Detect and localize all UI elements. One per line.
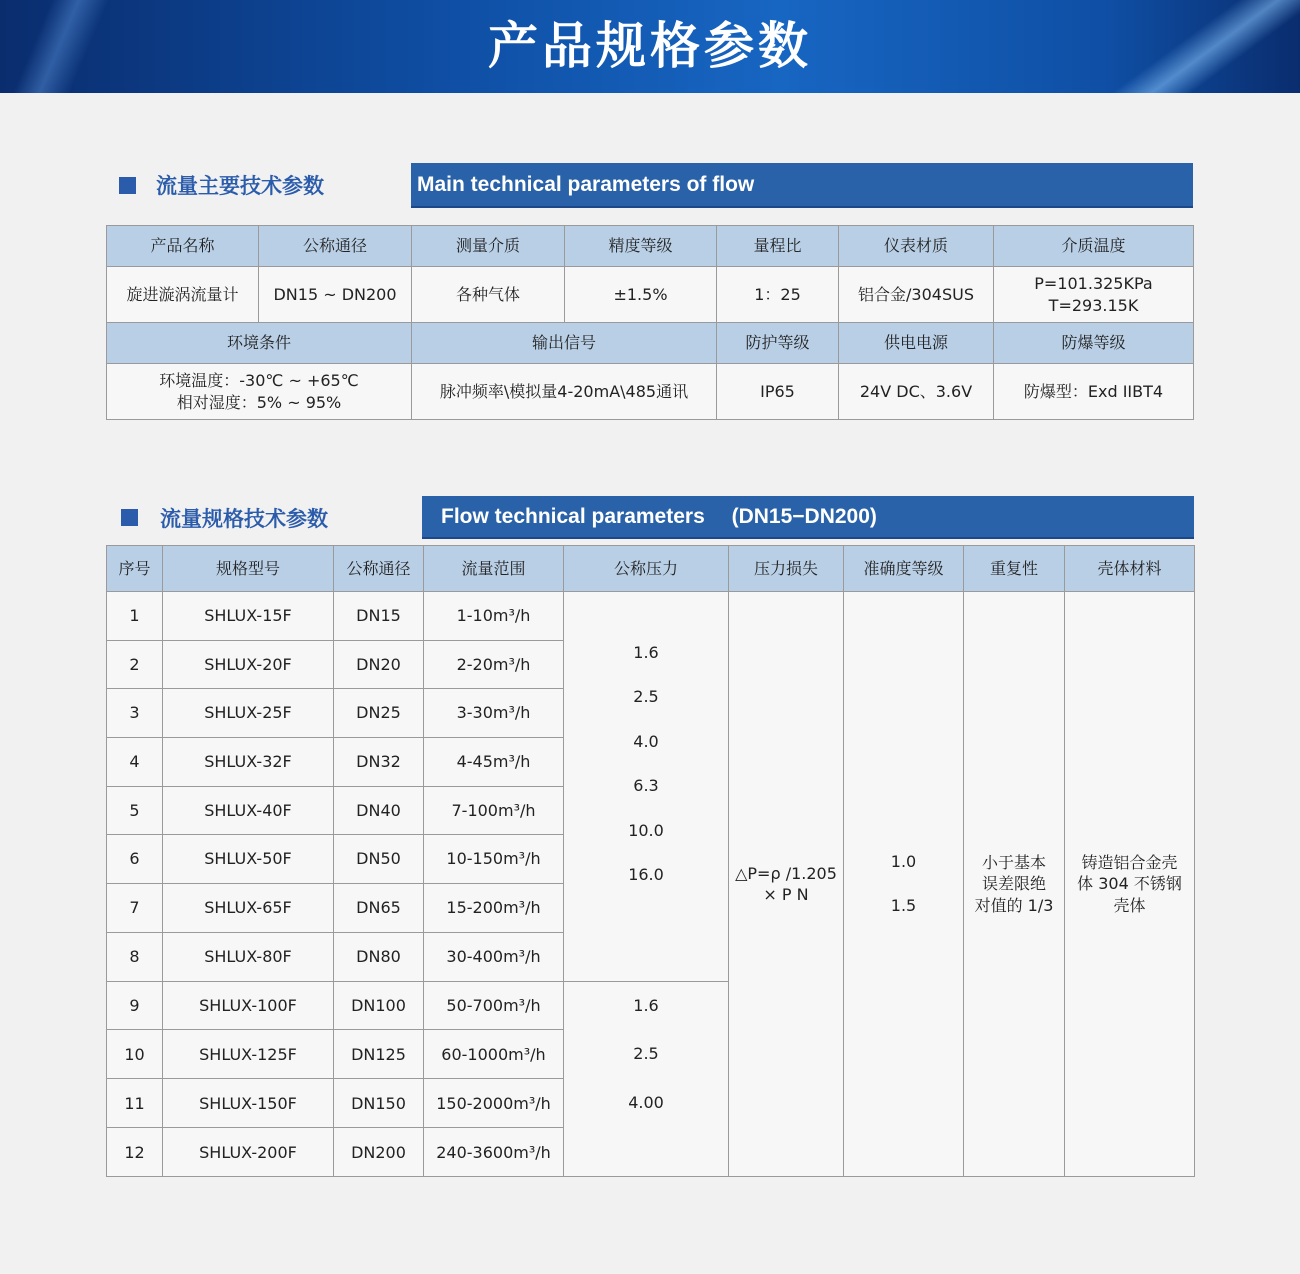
page-title: 产品规格参数	[488, 17, 812, 75]
header-cell: 准确度等级	[844, 546, 964, 592]
table-cell-environment	[107, 364, 412, 420]
shell-material-cell	[1065, 592, 1195, 1177]
flow-range-cell: 4-45m³/h	[424, 738, 564, 787]
header-cell: 压力损失	[729, 546, 844, 592]
repeatability-line: 对值的 1/3	[974, 895, 1054, 915]
diameter-cell: DN65	[334, 884, 424, 933]
pressure-cell-group-a	[564, 592, 729, 982]
pressure-value: 16.0	[628, 865, 664, 885]
header-cell: 防爆等级	[994, 323, 1194, 364]
row-number: 1	[107, 592, 163, 641]
table-cell-medium-temp	[994, 267, 1194, 323]
model-cell: SHLUX-40F	[163, 786, 334, 835]
diameter-cell: DN32	[334, 738, 424, 787]
row-number: 8	[107, 932, 163, 981]
table-cell: 脉冲频率\模拟量4-20mA\485通讯	[412, 364, 717, 420]
table-header-row	[107, 546, 1195, 592]
repeatability-line: 误差限绝	[981, 874, 1046, 894]
flow-range-cell: 15-200m³/h	[424, 884, 564, 933]
row-number: 5	[107, 786, 163, 835]
diameter-cell: DN80	[334, 932, 424, 981]
flow-range-cell: 60-1000m³/h	[424, 1030, 564, 1079]
table-row	[107, 364, 1194, 420]
model-cell: SHLUX-100F	[163, 981, 334, 1030]
header-cell: 公称通径	[259, 226, 412, 267]
shell-line: 壳体	[1113, 895, 1146, 915]
temperature-value: T=293.15K	[1048, 295, 1139, 315]
header-cell: 供电电源	[839, 323, 994, 364]
header-cell: 序号	[107, 546, 163, 592]
table-row	[107, 267, 1194, 323]
header-cell: 公称压力	[564, 546, 729, 592]
table-cell: 旋进漩涡流量计	[107, 267, 259, 323]
model-cell: SHLUX-125F	[163, 1030, 334, 1079]
header-cell: 流量范围	[424, 546, 564, 592]
header-cell: 介质温度	[994, 226, 1194, 267]
model-cell: SHLUX-65F	[163, 884, 334, 933]
pressure-value: 4.00	[628, 1092, 664, 1112]
flow-range-cell: 240-3600m³/h	[424, 1128, 564, 1177]
pressure-value: 2.5	[633, 1044, 659, 1064]
model-cell: SHLUX-25F	[163, 689, 334, 738]
shell-line: 铸造铝合金壳	[1081, 852, 1178, 872]
section2-title-en: Flow technical parameters (DN15−DN200)	[422, 496, 1194, 539]
env-temperature: 环境温度：-30℃ ~ +65℃	[159, 370, 359, 390]
accuracy-value: 1.0	[890, 852, 917, 872]
table-cell: 1：25	[717, 267, 839, 323]
section-bullet-icon	[121, 509, 138, 526]
flow-range-cell: 50-700m³/h	[424, 981, 564, 1030]
pressure-loss-line: × P N	[763, 885, 809, 905]
flow-range-cell: 30-400m³/h	[424, 932, 564, 981]
accuracy-value: 1.5	[890, 896, 917, 916]
header-cell: 测量介质	[412, 226, 565, 267]
shell-line: 体 304 不锈钢	[1077, 874, 1182, 894]
header-cell: 产品名称	[107, 226, 259, 267]
header-cell: 防护等级	[717, 323, 839, 364]
pressure-cell-group-b	[564, 981, 729, 1177]
flow-spec-table	[106, 545, 1195, 1177]
spacer	[564, 1128, 728, 1177]
spacer	[564, 898, 728, 942]
table-cell: 24V DC、3.6V	[839, 364, 994, 420]
table-cell: ±1.5%	[565, 267, 717, 323]
flow-range-cell: 150-2000m³/h	[424, 1079, 564, 1128]
pressure-value: 1.6	[633, 642, 659, 662]
diameter-cell: DN150	[334, 1079, 424, 1128]
pressure-value: 4.0	[633, 731, 659, 751]
table-cell: IP65	[717, 364, 839, 420]
pressure-value: 2.5	[633, 687, 659, 707]
diameter-cell: DN50	[334, 835, 424, 884]
model-cell: SHLUX-200F	[163, 1128, 334, 1177]
table-cell: 铝合金/304SUS	[839, 267, 994, 323]
header-cell: 精度等级	[565, 226, 717, 267]
header-cell: 壳体材料	[1065, 546, 1195, 592]
repeatability-cell	[964, 592, 1065, 1177]
header-cell: 公称通径	[334, 546, 424, 592]
table-header-row	[107, 323, 1194, 364]
row-number: 7	[107, 884, 163, 933]
accuracy-cell	[844, 592, 964, 1177]
diameter-cell: DN20	[334, 640, 424, 689]
table-cell: DN15 ~ DN200	[259, 267, 412, 323]
row-number: 9	[107, 981, 163, 1030]
header-banner	[0, 0, 1300, 93]
diameter-cell: DN40	[334, 786, 424, 835]
section-bullet-icon	[119, 177, 136, 194]
pressure-value: 10.0	[628, 820, 664, 840]
flow-range-cell: 2-20m³/h	[424, 640, 564, 689]
header-cell: 规格型号	[163, 546, 334, 592]
pressure-value: P=101.325KPa	[1034, 273, 1153, 293]
row-number: 10	[107, 1030, 163, 1079]
model-cell: SHLUX-80F	[163, 932, 334, 981]
table-cell: 防爆型：Exd IIBT4	[994, 364, 1194, 420]
pressure-value: 6.3	[633, 776, 659, 796]
row-number: 6	[107, 835, 163, 884]
repeatability-line: 小于基本	[981, 852, 1046, 872]
diameter-cell: DN100	[334, 981, 424, 1030]
pressure-loss-line: △P=ρ /1.205	[735, 863, 837, 883]
header-cell: 重复性	[964, 546, 1065, 592]
main-parameters-table	[106, 225, 1194, 420]
flow-range-cell: 1-10m³/h	[424, 592, 564, 641]
row-number: 12	[107, 1128, 163, 1177]
model-cell: SHLUX-50F	[163, 835, 334, 884]
model-cell: SHLUX-15F	[163, 592, 334, 641]
pressure-value: 1.6	[633, 995, 659, 1015]
row-number: 2	[107, 640, 163, 689]
diameter-cell: DN25	[334, 689, 424, 738]
table-cell: 各种气体	[412, 267, 565, 323]
header-cell: 仪表材质	[839, 226, 994, 267]
model-cell: SHLUX-20F	[163, 640, 334, 689]
diameter-cell: DN15	[334, 592, 424, 641]
model-cell: SHLUX-150F	[163, 1079, 334, 1128]
section1-title-en: Main technical parameters of flow	[411, 163, 1193, 208]
table-row	[107, 592, 1195, 641]
row-number: 4	[107, 738, 163, 787]
pressure-loss-cell	[729, 592, 844, 1177]
header-cell: 量程比	[717, 226, 839, 267]
diameter-cell: DN125	[334, 1030, 424, 1079]
diameter-cell: DN200	[334, 1128, 424, 1177]
model-cell: SHLUX-32F	[163, 738, 334, 787]
header-cell: 输出信号	[412, 323, 717, 364]
section2-title-cn: 流量规格技术参数	[160, 507, 328, 531]
header-cell: 环境条件	[107, 323, 412, 364]
table-header-row	[107, 226, 1194, 267]
flow-range-cell: 10-150m³/h	[424, 835, 564, 884]
section1-title-cn: 流量主要技术参数	[156, 174, 324, 198]
row-number: 3	[107, 689, 163, 738]
env-humidity: 相对湿度：5% ~ 95%	[176, 392, 342, 412]
flow-range-cell: 3-30m³/h	[424, 689, 564, 738]
row-number: 11	[107, 1079, 163, 1128]
flow-range-cell: 7-100m³/h	[424, 786, 564, 835]
